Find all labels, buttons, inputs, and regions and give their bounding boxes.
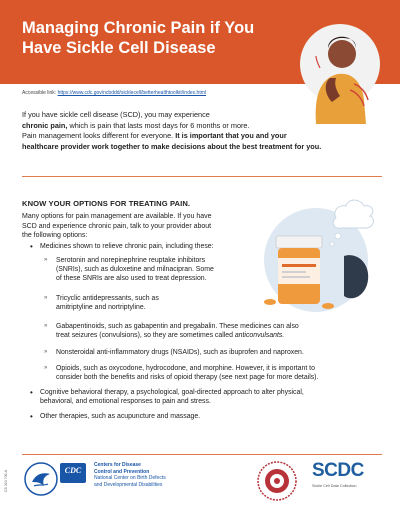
scdc-logo — [312, 460, 364, 488]
lead-line-3: the following options: — [22, 232, 88, 240]
list-line-italic: anticonvulsants. — [232, 332, 285, 340]
cdc-abbr: CDC — [64, 466, 82, 475]
chevron-right-icon: » — [44, 257, 48, 263]
hhs-eagle-logo — [24, 462, 58, 496]
list-line — [56, 331, 299, 340]
chevron-right-icon: » — [44, 295, 48, 301]
footer-divider — [22, 454, 382, 455]
cdc-line: Centers for Disease — [94, 462, 141, 468]
accessible-link-line — [22, 90, 206, 96]
list-line: of these SNRIs are also used to treat depression. — [56, 275, 207, 283]
list-item-text — [56, 256, 214, 284]
title-line-2: Have Sickle Cell Disease — [22, 39, 216, 57]
bullet-icon: • — [30, 242, 33, 251]
list-line: Gabapentinoids, such as gabapentin and pregabalin. These medicines can also — [56, 323, 299, 330]
accessible-url-link[interactable]: https://www.cdc.gov/ncbddd/sicklecell/betterhealthtoolkit/index.html — [57, 90, 206, 96]
intro-bold-term: chronic pain, — [22, 120, 68, 130]
bullet-icon: • — [30, 412, 33, 421]
intro-paragraph — [22, 110, 382, 152]
title-line-1: Managing Chronic Pain if You — [22, 19, 255, 37]
list-item-text — [56, 364, 318, 382]
cdc-line: National Center on Birth Defects — [94, 475, 166, 482]
pill-bottle-illustration — [256, 196, 386, 312]
list-line: Cognitive behavioral therapy, a psychological, goal-directed approach to alter physical, — [40, 389, 304, 396]
list-line: behavioral, and emotional responses to pain and stress. — [40, 398, 211, 406]
list-item-text — [56, 294, 159, 312]
accessible-label: Accessible link: — [22, 90, 57, 96]
section-heading: KNOW YOUR OPTIONS FOR TREATING PAIN. — [22, 199, 191, 208]
cdc-line: Control and Prevention — [94, 468, 150, 475]
chevron-right-icon: » — [44, 349, 48, 355]
intro-line-2-text: which is pain that lasts most days for 6 months or more. — [67, 120, 250, 130]
intro-line-2 — [22, 121, 382, 132]
list-item-text: Nonsteroidal anti-inflammatory drugs (NSAIDs), such as ibuprofen and naproxen. — [56, 349, 304, 356]
lead-line-1: Many options for pain management are available. If you have — [22, 213, 212, 220]
intro-line-4 — [22, 142, 382, 153]
section-lead — [22, 212, 252, 241]
section-divider — [22, 176, 382, 177]
bullet-icon: • — [30, 388, 33, 397]
person-in-pain-illustration — [290, 8, 380, 124]
intro-line-3-bold: It is important that you and your — [173, 131, 287, 141]
list-line: Serotonin and norepinephrine reuptake inhibitors — [56, 257, 206, 264]
list-line: amitriptyline and nortriptyline. — [56, 304, 146, 312]
chevron-right-icon: » — [44, 323, 48, 329]
list-item-text: Other therapies, such as acupuncture and massage. — [40, 413, 201, 420]
lead-line-2: SCD and experience chronic pain, talk to your provider about — [22, 222, 212, 230]
list-line: Tricyclic antidepressants, such as — [56, 295, 159, 302]
stock-code: CS 324 706-A — [4, 470, 8, 492]
cdc-name-block — [94, 462, 166, 488]
scdc-subtitle: Sickle Cell Data Collection — [312, 484, 357, 488]
cdc-line: and Developmental Disabilities — [94, 481, 163, 488]
list-line: Opioids, such as oxycodone, hydrocodone, and morphine. However, it is important to — [56, 365, 315, 372]
cdc-logo — [60, 463, 86, 483]
list-line: (SNRIs), such as duloxetine and milnacipran. Some — [56, 266, 214, 274]
intro-line-1: If you have sickle cell disease (SCD), you may experience — [22, 110, 210, 119]
intro-line-4-bold: healthcare provider work together to make decisions about the best treatment for you. — [22, 141, 322, 151]
list-item-text — [40, 388, 304, 406]
scdc-wordmark: SCDC — [312, 460, 364, 481]
intro-line-3-text: Pain management looks different for everyone. — [22, 131, 174, 141]
list-line-text: treat seizures (convulsions), so they are sometimes called — [56, 332, 233, 340]
intro-line-3 — [22, 131, 382, 142]
chevron-right-icon: » — [44, 365, 48, 371]
page-title — [22, 18, 272, 58]
list-item-text: Medicines shown to relieve chronic pain, including these: — [40, 243, 214, 250]
list-line: consider both the benefits and risks of opioid therapy (see next page for more details). — [56, 374, 319, 382]
university-seal-logo — [256, 460, 298, 502]
list-item-text — [56, 322, 299, 340]
